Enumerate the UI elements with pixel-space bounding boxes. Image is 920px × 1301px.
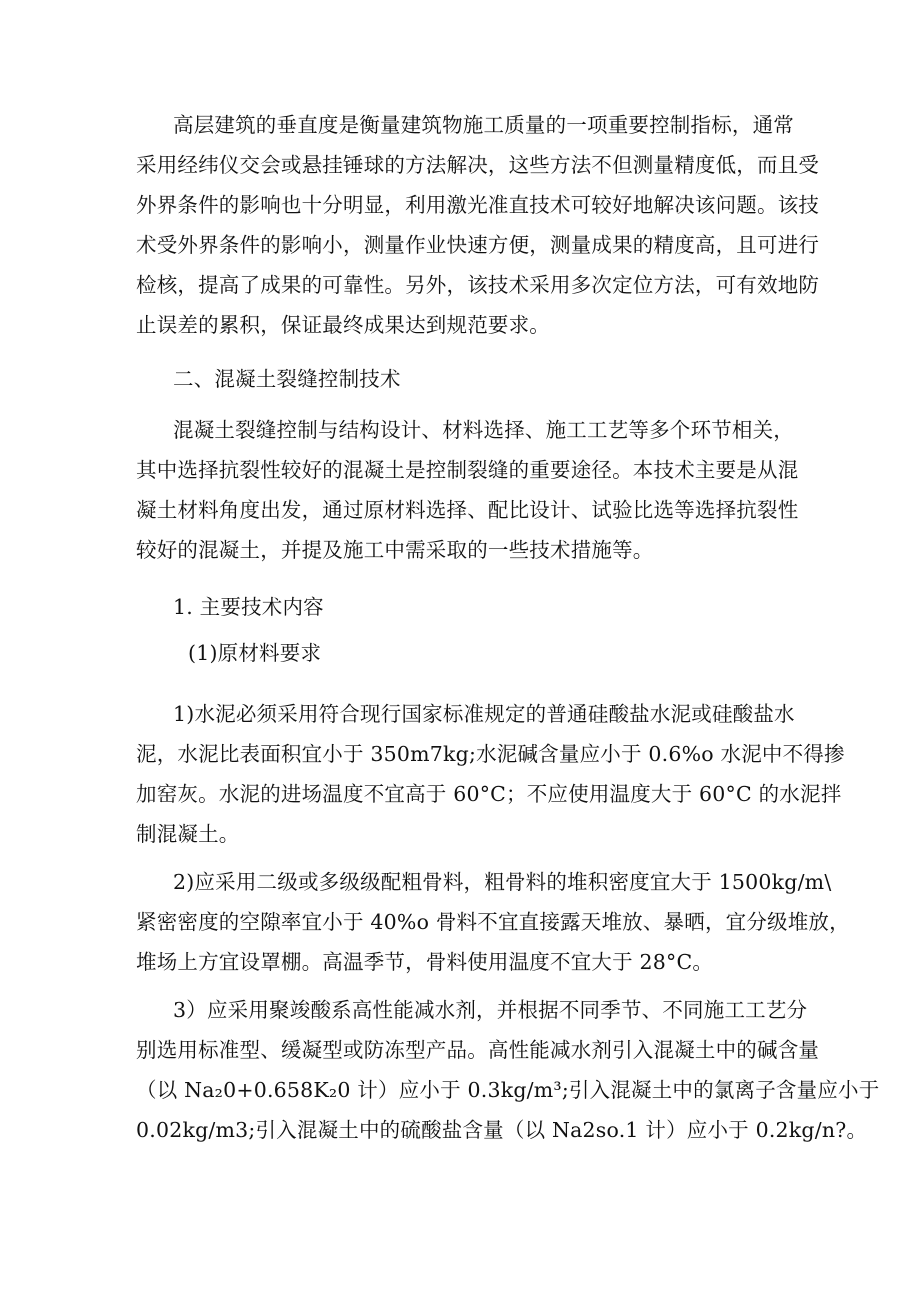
item-heading: (1)原材料要求 [188, 641, 322, 665]
subsection-heading: 1. 主要技术内容 [173, 595, 324, 619]
paragraph-line: 止误差的累积，保证最终成果达到规范要求。 [136, 313, 550, 337]
paragraph-line: 外界条件的影响也十分明显，利用激光准直技术可较好地解决该问题。该技 [136, 193, 820, 217]
paragraph-line: 堆场上方宜设罩棚。高温季节，骨料使用温度不宜大于 28°C。 [136, 950, 714, 974]
paragraph-line: 泥，水泥比表面积宜小于 350m7kg;水泥碱含量应小于 0.6%o 水泥中不得掺 [136, 742, 845, 766]
paragraph-line: 1)水泥必须采用符合现行国家标准规定的普通硅酸盐水泥或硅酸盐水 [173, 702, 795, 726]
paragraph-line: 检核，提高了成果的可靠性。另外，该技术采用多次定位方法，可有效地防 [136, 273, 820, 297]
paragraph-line: 术受外界条件的影响小，测量作业快速方便，测量成果的精度高，且可进行 [136, 233, 820, 257]
paragraph-line: 制混凝土。 [136, 822, 240, 846]
paragraph-line: 紧密密度的空隙率宜小于 40%o 骨料不宜直接露天堆放、暴晒，宜分级堆放， [136, 910, 850, 934]
paragraph-line: 较好的混凝土，并提及施工中需采取的一些技术措施等。 [136, 538, 654, 562]
section-heading: 二、混凝土裂缝控制技术 [173, 367, 401, 391]
paragraph-line: 其中选择抗裂性较好的混凝土是控制裂缝的重要途径。本技术主要是从混 [136, 458, 799, 482]
paragraph-line: （以 Na₂0+0.658K₂0 计）应小于 0.3kg∕m³;引入混凝土中的氯离子含量应小于 [136, 1078, 880, 1102]
paragraph-line: 0.02kg∕m3;引入混凝土中的硫酸盐含量（以 Na2so.1 计）应小于 0.2kg/n?。 [136, 1118, 868, 1142]
paragraph-line: 3）应采用聚竣酸系高性能减水剂，并根据不同季节、不同施工工艺分 [173, 998, 808, 1022]
paragraph-line: 2)应采用二级或多级级配粗骨料，粗骨料的堆积密度宜大于 1500kg∕m\ [173, 870, 832, 894]
paragraph-line: 混凝土裂缝控制与结构设计、材料选择、施工工艺等多个环节相关， [173, 418, 794, 442]
paragraph-line: 高层建筑的垂直度是衡量建筑物施工质量的一项重要控制指标，通常 [173, 113, 794, 137]
paragraph-line: 加窑灰。水泥的进场温度不宜高于 60°C；不应使用温度大于 60°C 的水泥拌 [136, 782, 842, 806]
paragraph-line: 凝土材料角度出发，通过原材料选择、配比设计、试验比选等选择抗裂性 [136, 498, 799, 522]
paragraph-line: 采用经纬仪交会或悬挂锤球的方法解决，这些方法不但测量精度低，而且受 [136, 153, 820, 177]
paragraph-line: 别选用标准型、缓凝型或防冻型产品。高性能减水剂引入混凝土中的碱含量 [136, 1038, 820, 1062]
